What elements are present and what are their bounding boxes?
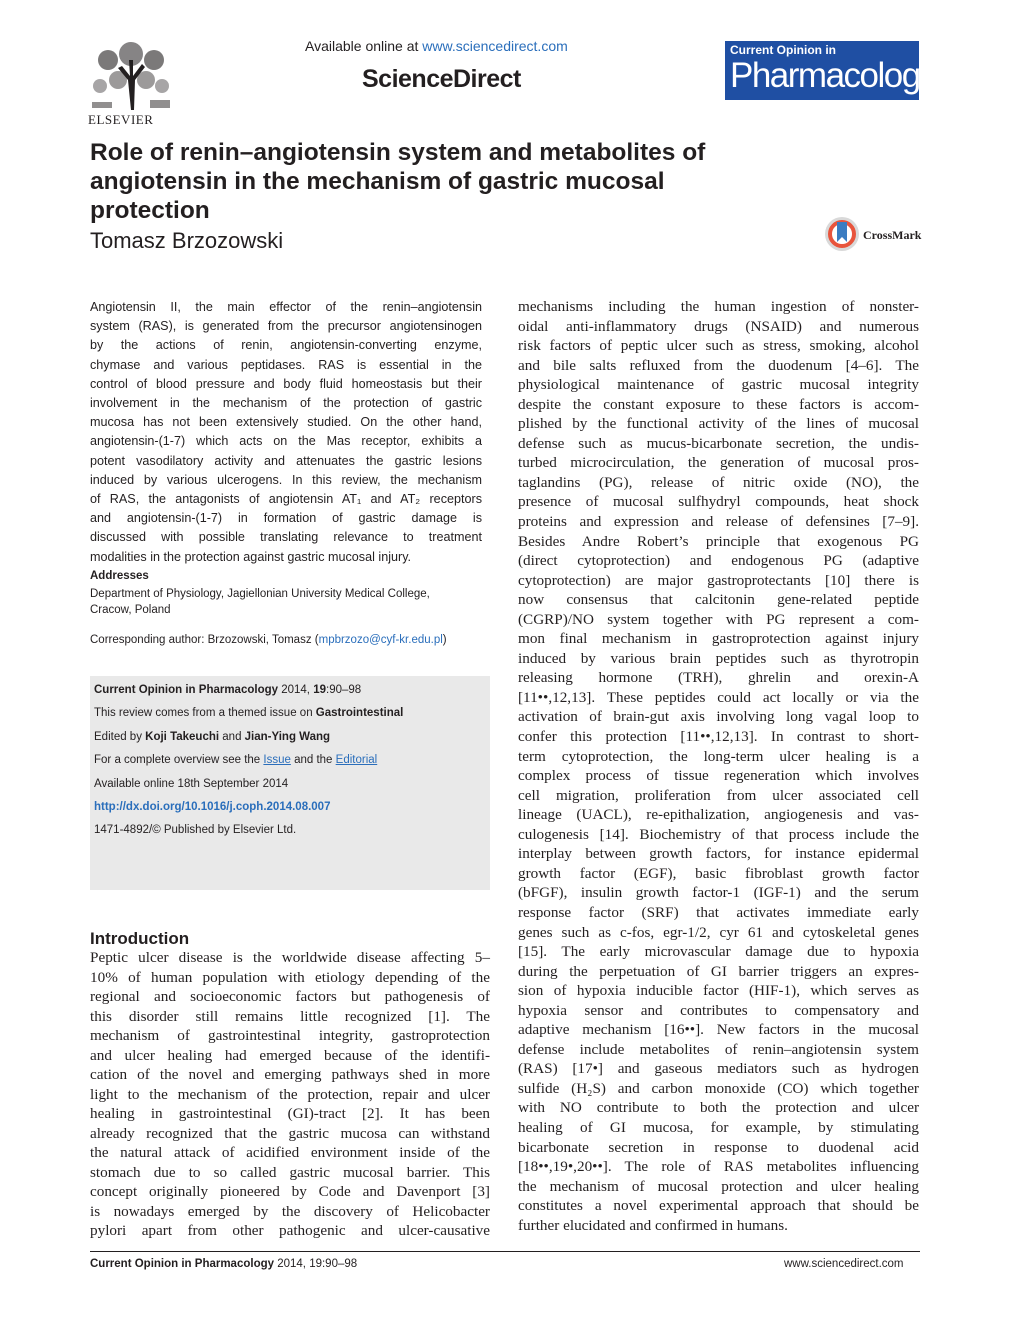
- editorial-link[interactable]: Editorial: [335, 754, 378, 767]
- availability-line: [305, 38, 568, 54]
- intro-line: already recognized that the gastric mucosa can withstand: [90, 1124, 490, 1142]
- abstract-line: mucosa has not been extensively studied. On the other hand,: [90, 415, 482, 430]
- body-line: hypoxia sensor and contributes to compensatory and: [518, 1001, 919, 1019]
- body-line: physiological maintenance of gastric mucosal integrity: [518, 376, 919, 394]
- body-line: (direct cytoprotection) and endogenous PG (adaptive: [518, 552, 919, 570]
- body-line: plished by the functional activity of the lines of mucosal: [518, 415, 919, 433]
- body-line: term cytoprotection, the long-term ulcer healing is a: [518, 747, 919, 765]
- body-line: despite the constant exposure to these factors is accom-: [518, 395, 919, 413]
- abstract-line: of RAS, the antagonists of angiotensin AT₁ and AT₂ receptors: [90, 492, 482, 507]
- citation-year: 2014,: [278, 684, 314, 696]
- corresponding-suffix: ): [442, 634, 447, 646]
- intro-line: stomach due to so called gastric mucosal barrier. This: [90, 1163, 490, 1181]
- citation-volume: 19: [313, 684, 326, 696]
- body-line: the mechanism of mucosal protection and ulcer healing: [518, 1177, 919, 1195]
- intro-line: the natural attack of acidified environment inside of the: [90, 1144, 490, 1161]
- body-line: (CGRP)/NO system together with PG represent a com-: [518, 610, 919, 628]
- body-line: adaptive mechanism [16••]. New factors in the mucosal: [518, 1021, 919, 1039]
- addresses-heading: Addresses: [90, 570, 149, 582]
- journal-logo: [725, 41, 936, 100]
- issue-link[interactable]: Issue: [263, 754, 291, 767]
- editors-and: and: [219, 730, 245, 743]
- editor-name: Jian-Ying Wang: [244, 730, 331, 743]
- body-line: [18••,19•,20••]. The role of RAS metabolites influencing: [518, 1158, 919, 1176]
- citation-line: [94, 682, 486, 705]
- editors-line: [94, 729, 486, 752]
- abstract-line: modalities in the protection against gastric mucosal injury.: [90, 549, 412, 564]
- title-line: angiotensin in the mechanism of gastric mucosal: [90, 168, 665, 195]
- intro-line: light to the mechanism of the protection, repair and ulcer: [90, 1085, 490, 1103]
- abstract-line: discussed with possible translating relevance to treatment: [90, 530, 482, 545]
- crossmark-label: CrossMark: [863, 228, 922, 242]
- body-line: (RAS) [17•] and gaseous mediators such as hydrogen: [518, 1060, 919, 1078]
- abstract-line: and angiotensin-(1-7) in formation of gastric damage is: [90, 511, 482, 526]
- body-line: activation of brain-gut axis involving long vagal loop to: [518, 708, 919, 726]
- body-line: presence of mucosal sulfhydryl compounds, heat shock: [518, 493, 919, 511]
- footer-citation-detail: 2014, 19:90–98: [274, 1258, 358, 1270]
- body-line: with NO contribute to both the protection and ulcer: [518, 1099, 919, 1117]
- intro-line: regional and socioeconomic factors but pathogenesis of: [90, 988, 490, 1005]
- body-line: response factor (SRF) that activates immediate early: [518, 903, 919, 921]
- intro-line: concept originally pioneered by Code and Davenport [3]: [90, 1183, 490, 1200]
- crossmark-icon: [823, 216, 923, 252]
- available-online-date: Available online 18th September 2014: [94, 777, 289, 790]
- body-line: now consensus that calcitonin gene-related peptide: [518, 591, 919, 609]
- abstract-line: potent vasodilatory activity and attenuates the gastric lesions: [90, 453, 482, 468]
- abstract-line: system (RAS), is generated from the precursor angiotensinogen: [90, 319, 482, 334]
- availability-prefix: Available online at: [305, 38, 423, 54]
- introduction-body: [90, 948, 490, 1241]
- body-line: genes such as c-fos, egr-1/2, cyr 61 and cytoskeletal genes: [518, 923, 919, 941]
- body-line: sion of hypoxia inducible factor (HIF-1), which serves as: [518, 982, 919, 1000]
- article-author: Tomasz Brzozowski: [90, 228, 284, 253]
- body-line: interplay between growth factors, for instance epidermal: [518, 845, 919, 863]
- abstract-line: by the actions of renin, angiotensin-converting enzyme,: [90, 338, 482, 353]
- themed-topic: Gastrointestinal: [315, 707, 404, 720]
- abstract-line: Angiotensin II, the main effector of the renin–angiotensin: [90, 300, 482, 314]
- body-line: taglandins (PG), release of nitric oxide (NO), the: [518, 473, 919, 491]
- abstract-line: involvement in the mechanism of the protection of gastric: [90, 396, 482, 411]
- introduction-heading: Introduction: [90, 929, 190, 948]
- footer-website[interactable]: www.sciencedirect.com: [784, 1258, 904, 1270]
- abstract-line: induced by various ulcerogens. In this review, the mechanism: [90, 472, 482, 487]
- body-line: risk factors of peptic ulcer such as stress, smoking, alcohol: [518, 337, 919, 355]
- body-line: induced by various brain peptides such as thyrotropin: [518, 649, 919, 667]
- intro-line: cation of the novel and emerging pathways shed in more: [90, 1066, 490, 1083]
- intro-line: healing in gastrointestinal (GI)-tract [2]. It has been: [90, 1105, 490, 1122]
- intro-line: is nowadays emerged by the discovery of Helicobacter: [90, 1202, 490, 1220]
- body-line: healing of GI mucosa, for example, by stimulating: [518, 1118, 919, 1136]
- crossmark-badge[interactable]: [823, 216, 923, 252]
- body-line: mechanisms including the human ingestion of nonster-: [518, 298, 919, 315]
- intro-line: this disorder still remains little recognized [1]. The: [90, 1007, 490, 1025]
- journal-logo-top: Current Opinion in: [730, 43, 836, 57]
- intro-line: and ulcer healing had emerged because of the identifi-: [90, 1046, 490, 1064]
- themed-issue-line: [94, 705, 486, 728]
- address-line: Department of Physiology, Jagiellonian University Medical College,: [90, 588, 430, 600]
- edited-prefix: Edited by: [94, 730, 146, 743]
- body-line: growth factor (EGF), basic fibroblast growth factor: [518, 864, 919, 882]
- intro-line: 10% of human population with etiology depending of the: [90, 968, 490, 986]
- body-line: culogenesis [14]. Biochemistry of that process include the: [518, 825, 919, 843]
- body-line: sulfide (H₂S) and carbon monoxide (CO) which together: [518, 1079, 919, 1097]
- doi-link[interactable]: http://dx.doi.org/10.1016/j.coph.2014.08.007: [94, 800, 331, 813]
- doi-line: [94, 799, 486, 822]
- article-title: [90, 138, 790, 225]
- body-line: mon final mechanism in gastroprotection against injury: [518, 630, 919, 648]
- body-line: proteins and expression and release of defensines [7–9].: [518, 513, 919, 531]
- abstract-line: chymase and various peptidases. RAS is essential in the: [90, 357, 482, 372]
- body-line: cytoprotection) are major gastroprotectants [10] there is: [518, 571, 919, 589]
- body-line: defense such as mucus-bicarbonate secretion, the undis-: [518, 434, 919, 452]
- title-line: Role of renin–angiotensin system and metabolites of: [90, 139, 706, 166]
- sciencedirect-logo: ScienceDirect: [362, 65, 521, 93]
- body-line: during the perpetuation of GI barrier triggers an expres-: [518, 962, 919, 980]
- abstract-line: angiotensin-(1-7) which acts on the Mas receptor, exhibits a: [90, 434, 482, 449]
- intro-line: pylori apart from other pathogenic and ulcer-causative: [90, 1222, 490, 1239]
- article-info-box: [90, 676, 490, 890]
- footer-journal: Current Opinion in Pharmacology: [90, 1258, 275, 1270]
- abstract: [90, 298, 482, 567]
- title-line: protection: [90, 197, 210, 224]
- body-line: cell migration, proliferation from ulcer associated cell: [518, 786, 919, 804]
- journal-name: Current Opinion in Pharmacology: [94, 684, 279, 696]
- body-line: [11••,12,13]. These peptides could act locally or via the: [518, 688, 919, 706]
- body-line: turbed microcirculation, the generation of mucosal pros-: [518, 454, 919, 472]
- corresponding-author: [90, 634, 447, 646]
- footer-citation: [90, 1258, 357, 1270]
- body-line: complex process of tissue regeneration which involves: [518, 767, 919, 785]
- body-line: constitutes a novel experimental approach that should be: [518, 1197, 919, 1215]
- copyright-line: 1471-4892/© Published by Elsevier Ltd.: [94, 824, 297, 837]
- body-line: Besides Andre Robert’s principle that exogenous PG: [518, 532, 919, 550]
- intro-line: Peptic ulcer disease is the worldwide disease affecting 5–: [90, 949, 490, 966]
- body-line: defense include metabolites of renin–angiotensin system: [518, 1040, 919, 1058]
- editor-name: Koji Takeuchi: [145, 730, 220, 743]
- overview-mid: and the: [290, 754, 336, 767]
- citation-pages: :90–98: [326, 684, 362, 696]
- abstract-line: control of blood pressure and body fluid homeostasis but their: [90, 376, 482, 391]
- overview-line: [94, 752, 486, 775]
- body-line: bicarbonate secretion in response to duodenal acid: [518, 1138, 919, 1156]
- body-line: oidal anti-inflammatory drugs (NSAID) and numerous: [518, 317, 919, 335]
- journal-logo-bottom: Pharmacology: [730, 56, 936, 95]
- intro-line: mechanism of gastrointestinal integrity, gastroprotection: [90, 1027, 490, 1044]
- publisher-name: ELSEVIER: [88, 112, 154, 127]
- body-line: lineage (UACL), re-epithalization, angiogenesis and vas-: [518, 806, 919, 824]
- sciencedirect-link[interactable]: www.sciencedirect.com: [422, 38, 568, 54]
- body-line: further elucidated and confirmed in humans.: [518, 1216, 788, 1234]
- body-line: releasing hormone (TRH), ghrelin and orexin-A: [518, 669, 919, 687]
- author-email-link[interactable]: mpbrzozo@cyf-kr.edu.pl: [318, 634, 443, 646]
- address-line: Cracow, Poland: [90, 603, 171, 616]
- footer-divider: [90, 1251, 920, 1252]
- body-line: [15]. The early microvascular damage due to hypoxia: [518, 943, 919, 961]
- body-line: and bile salts refluxed from the duodenum [4–6]. The: [518, 356, 919, 374]
- overview-prefix: For a complete overview see the: [94, 754, 264, 767]
- corresponding-prefix: Corresponding author: Brzozowski, Tomasz (: [90, 634, 319, 646]
- body-line: (bFGF), insulin growth factor-1 (IGF-1) and the serum: [518, 884, 919, 902]
- body-column-right: [518, 297, 919, 1235]
- addresses: [90, 587, 482, 618]
- body-line: confer this protection [11••,12,13]. In contrast to short-: [518, 728, 919, 746]
- themed-prefix: This review comes from a themed issue on: [94, 707, 316, 720]
